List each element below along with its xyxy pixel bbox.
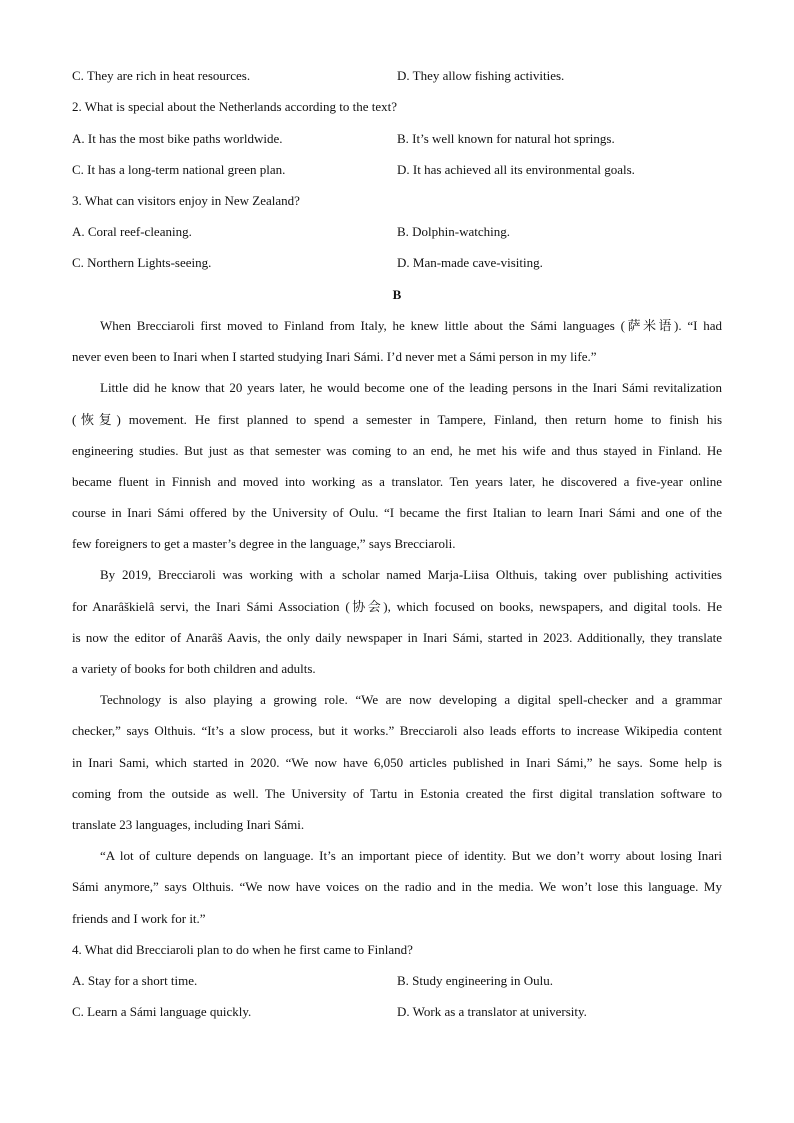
passage-line: engineering studies. But just as that semester was coming to an end, he met his wife and thus stayed in Finland. He bbox=[72, 443, 722, 458]
passage-line: became fluent in Finnish and moved into working as a translator. Ten years later, he discovered a five-year online bbox=[72, 474, 722, 489]
q2-option-a: A. It has the most bike paths worldwide. bbox=[72, 131, 283, 146]
q4-option-c: C. Learn a Sámi language quickly. bbox=[72, 1004, 252, 1019]
passage-line: for Anarâškielâ servi, the Inari Sámi Association (协会), which focused on books, newspapers, and digital tools. He bbox=[72, 599, 722, 614]
passage-line: When Brecciaroli first moved to Finland from Italy, he knew little about the Sámi languages (萨米语). “I had bbox=[100, 318, 722, 333]
q3-option-d: D. Man-made cave-visiting. bbox=[397, 255, 543, 270]
q3-option-b: B. Dolphin-watching. bbox=[397, 224, 511, 239]
passage-line: “A lot of culture depends on language. It’s an important piece of identity. But we don’t worry about losing Inari bbox=[100, 848, 722, 863]
passage-line: (恢复) movement. He first planned to spend a semester in Tampere, Finland, then return home to finish his bbox=[72, 412, 722, 427]
passage-line: in Inari Sami, which started in 2020. “We now have 6,050 articles published in Inari Sámi,” he says. Some help is bbox=[72, 755, 722, 770]
q2-stem: 2. What is special about the Netherlands according to the text? bbox=[72, 99, 398, 114]
q1-option-d: D. They allow fishing activities. bbox=[397, 68, 565, 83]
passage-line: a variety of books for both children and adults. bbox=[72, 661, 316, 676]
q1-option-c: C. They are rich in heat resources. bbox=[72, 68, 251, 83]
q2-option-c: C. It has a long-term national green plan. bbox=[72, 162, 286, 177]
q3-option-a: A. Coral reef-cleaning. bbox=[72, 224, 192, 239]
passage-line: By 2019, Brecciaroli was working with a scholar named Marja-Liisa Olthuis, taking over publishing activities bbox=[100, 567, 722, 582]
passage-line: Technology is also playing a growing role. “We are now developing a digital spell-checker and a grammar bbox=[100, 692, 722, 707]
q3-option-c: C. Northern Lights-seeing. bbox=[72, 255, 212, 270]
passage-line: Sámi anymore,” says Olthuis. “We now have voices on the radio and in the media. We won’t lose this language. My bbox=[72, 879, 722, 894]
passage-line: translate 23 languages, including Inari Sámi. bbox=[72, 817, 305, 832]
q3-stem: 3. What can visitors enjoy in New Zealand? bbox=[72, 193, 300, 208]
passage-line: few foreigners to get a master’s degree in the language,” says Brecciaroli. bbox=[72, 536, 456, 551]
passage-line: is now the editor of Anarâš Aavis, the only daily newspaper in Inari Sámi, started in 2023. Additionally, they translate bbox=[72, 630, 722, 645]
q4-option-b: B. Study engineering in Oulu. bbox=[397, 973, 553, 988]
passage-line: coming from the outside as well. The University of Tartu in Estonia created the first digital translation software to bbox=[72, 786, 722, 801]
passage-line: Little did he know that 20 years later, he would become one of the leading persons in the Inari Sámi revitalization bbox=[100, 380, 722, 395]
q4-stem: 4. What did Brecciaroli plan to do when he first came to Finland? bbox=[72, 942, 413, 957]
q4-option-a: A. Stay for a short time. bbox=[72, 973, 198, 988]
q2-option-d: D. It has achieved all its environmental goals. bbox=[397, 162, 635, 177]
q4-option-d: D. Work as a translator at university. bbox=[397, 1004, 587, 1019]
passage-line: never even been to Inari when I started studying Inari Sámi. I’d never met a Sámi person in my life.” bbox=[72, 349, 597, 364]
passage-line: course in Inari Sámi offered by the University of Oulu. “I became the first Italian to learn Inari Sámi and one of the bbox=[72, 505, 722, 520]
passage-line: checker,” says Olthuis. “It’s a slow process, but it works.” Brecciaroli also leads efforts to increase Wikipedia content bbox=[72, 723, 722, 738]
q2-option-b: B. It’s well known for natural hot springs. bbox=[397, 131, 615, 146]
passage-line: friends and I work for it.” bbox=[72, 911, 206, 926]
section-heading-b: B bbox=[392, 287, 402, 302]
